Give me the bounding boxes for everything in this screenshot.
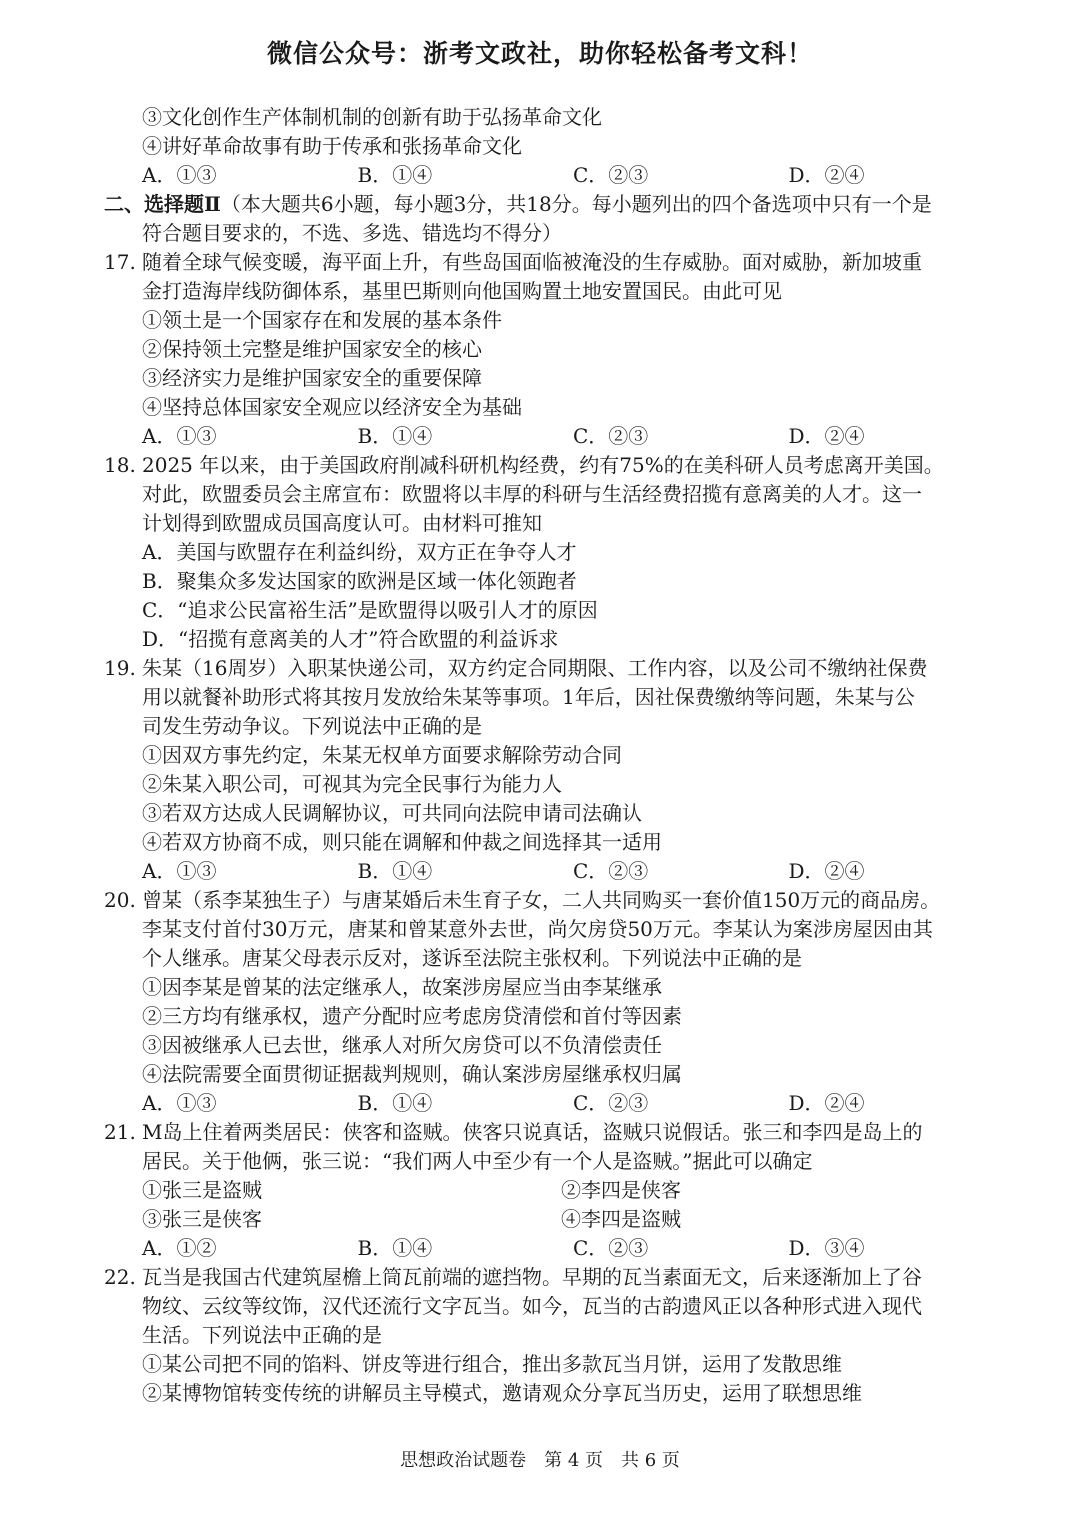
statement: ④法院需要全面贯彻证据裁判规则，确认案涉房屋继承权归属 [142,1062,682,1086]
answer-options [104,422,1004,451]
statement: ②三方均有继承权，遗产分配时应考虑房贷清偿和首付等因素 [142,1004,682,1028]
exam-content [104,103,1004,1408]
question [104,248,1004,451]
statement: ④李四是盗贼 [561,1207,681,1231]
statement: C．“追求公民富裕生活”是欧盟得以吸引人才的原因 [142,598,598,622]
question [104,1118,1004,1263]
statement: ③因被继承人已去世，继承人对所欠房贷可以不负清偿责任 [142,1033,662,1057]
section-description-cont: 符合题目要求的，不选、多选、错选均不得分） [142,221,562,245]
question-stem-line: 物纹、云纹等纹饰，汉代还流行文字瓦当。如今，瓦当的古韵遗风正以各种形式进入现代 [142,1294,922,1318]
question-stem: 朱某（16周岁）入职某快递公司，双方约定合同期限、工作内容，以及公司不缴纳社保费 [142,656,928,680]
answer-option: A．①③ [142,859,217,883]
question-stem-line [104,1118,1004,1147]
answer-option: A．①③ [142,424,217,448]
statement: ①因双方事先约定，朱某无权单方面要求解除劳动合同 [142,743,622,767]
answer-option: B．①④ [357,424,433,448]
answer-option: D．②④ [788,1091,865,1115]
answer-option: A．①③ [142,1091,217,1115]
statement: ①因李某是曾某的法定继承人，故案涉房屋应当由李某继承 [142,975,662,999]
statement-pair [104,1176,1004,1205]
statement: ③经济实力是维护国家安全的重要保障 [142,366,482,390]
answer-option: C．②③ [573,163,649,187]
answer-option: C．②③ [573,859,649,883]
answer-option: C．②③ [573,1091,649,1115]
question-number: 21. [104,1120,136,1144]
statement: ①张三是盗贼 [142,1178,262,1202]
question-stem: M岛上住着两类居民：侠客和盗贼。侠客只说真话，盗贼只说假话。张三和李四是岛上的 [142,1120,923,1144]
statement: ④若双方协商不成，则只能在调解和仲裁之间选择其一适用 [142,830,662,854]
statement: ①领土是一个国家存在和发展的基本条件 [142,308,502,332]
statement: ③若双方达成人民调解协议，可共同向法院申请司法确认 [142,801,642,825]
question-stem-line: 个人继承。唐某父母表示反对，遂诉至法院主张权利。下列说法中正确的是 [142,946,802,970]
answer-option: D．②④ [788,424,865,448]
question-stem: 2025 年以来，由于美国政府削减科研机构经费，约有75%的在美科研人员考虑离开美国。 [142,453,944,477]
question-stem-line: 生活。下列说法中正确的是 [142,1323,382,1347]
answer-option: B．①④ [357,163,433,187]
question-stem-line [104,886,1004,915]
statement: ②保持领土完整是维护国家安全的核心 [142,337,482,361]
question-stem-line: 司发生劳动争议。下列说法中正确的是 [142,714,482,738]
answer-options [104,161,1004,190]
answer-option: B．①④ [357,1091,433,1115]
question-stem-line: 用以就餐补助形式将其按月发放给朱某等事项。1年后，因社保费缴纳等问题，朱某与公 [142,685,915,709]
statement: A．美国与欧盟存在利益纠纷，双方正在争夺人才 [142,540,577,564]
answer-options [104,1234,1004,1263]
question-stem-line [104,248,1004,277]
statement: B．聚集众多发达国家的欧洲是区域一体化领跑者 [142,569,577,593]
question-stem-line: 对此，欧盟委员会主席宣布：欧盟将以丰厚的科研与生活经费招揽有意离美的人才。这一 [142,482,922,506]
answer-option: D．③④ [788,1236,865,1260]
continued-question [104,103,1004,190]
question [104,1263,1004,1408]
answer-options [104,1089,1004,1118]
answer-option: A．①③ [142,163,217,187]
question-stem: 曾某（系李某独生子）与唐某婚后未生育子女，二人共同购买一套价值150万元的商品房。 [142,888,941,912]
question-number: 20. [104,888,136,912]
question-number: 18. [104,453,136,477]
statement: ④讲好革命故事有助于传承和张扬革命文化 [142,134,522,158]
answer-option: C．②③ [573,1236,649,1260]
question-number: 17. [104,250,136,274]
question-stem: 随着全球气候变暖，海平面上升，有些岛国面临被淹没的生存威胁。面对威胁，新加坡重 [142,250,922,274]
statement: ②李四是侠客 [561,1178,681,1202]
question [104,654,1004,886]
question-stem-line: 李某支付首付30万元，唐某和曾某意外去世，尚欠房贷50万元。李某认为案涉房屋因由其 [142,917,933,941]
question-stem-line [104,1263,1004,1292]
answer-option: D．②④ [788,163,865,187]
question [104,886,1004,1118]
section-title: 二、选择题Ⅱ [104,192,221,216]
question-stem-line [104,451,1004,480]
statement: ①某公司把不同的馅料、饼皮等进行组合，推出多款瓦当月饼，运用了发散思维 [142,1352,842,1376]
page-header: 微信公众号：浙考文政社，助你轻松备考文科！ [266,39,813,68]
answer-option: D．②④ [788,859,865,883]
answer-option: B．①④ [357,1236,433,1260]
answer-option: B．①④ [357,859,433,883]
page-footer: 思想政治试题卷 第 4 页 共 6 页 [400,1450,680,1471]
question-number: 19. [104,656,136,680]
statement: ③张三是侠客 [142,1207,262,1231]
section-heading [104,190,1004,219]
statement: D．“招揽有意离美的人才”符合欧盟的利益诉求 [142,627,559,651]
question-stem: 瓦当是我国古代建筑屋檐上筒瓦前端的遮挡物。早期的瓦当素面无文，后来逐渐加上了谷 [142,1265,922,1289]
answer-option: A．①② [142,1236,217,1260]
answer-options [104,857,1004,886]
statement: ②朱某入职公司，可视其为完全民事行为能力人 [142,772,562,796]
question-stem-line: 金打造海岸线防御体系，基里巴斯则向他国购置土地安置国民。由此可见 [142,279,782,303]
statement: ③文化创作生产体制机制的创新有助于弘扬革命文化 [142,105,602,129]
question-number: 22. [104,1265,136,1289]
statement: ②某博物馆转变传统的讲解员主导模式，邀请观众分享瓦当历史，运用了联想思维 [142,1381,862,1405]
question [104,451,1004,654]
section-description: （本大题共6小题，每小题3分，共18分。每小题列出的四个备选项中只有一个是 [220,192,932,216]
question-stem-line [104,654,1004,683]
question-list [104,248,1004,1408]
question-stem-line: 居民。关于他俩，张三说：“我们两人中至少有一个人是盗贼。”据此可以确定 [142,1149,813,1173]
statement-pair [104,1205,1004,1234]
statement: ④坚持总体国家安全观应以经济安全为基础 [142,395,522,419]
answer-option: C．②③ [573,424,649,448]
question-stem-line: 计划得到欧盟成员国高度认可。由材料可推知 [142,511,542,535]
